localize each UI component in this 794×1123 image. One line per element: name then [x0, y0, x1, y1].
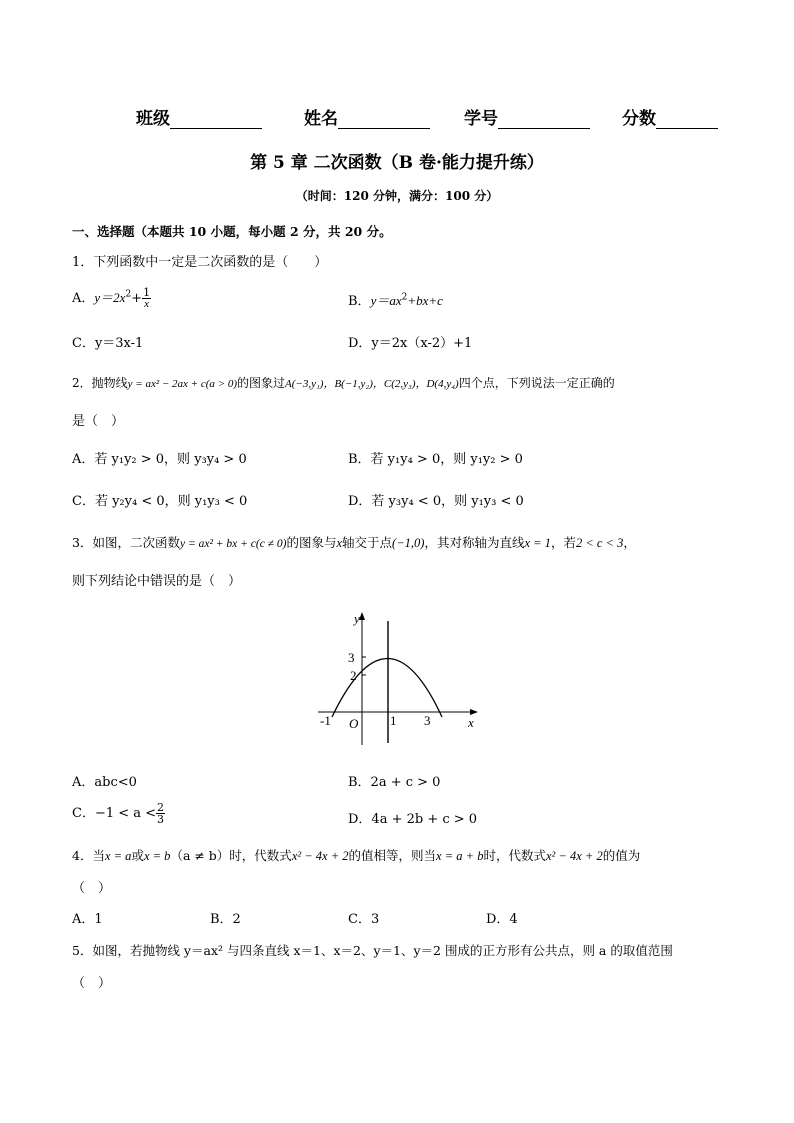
page-subtitle: （时间：120 分钟，满分：100 分）: [295, 189, 499, 203]
question-4-option-a[interactable]: A．1: [72, 912, 103, 927]
q3-stem-point: (−1,0): [392, 536, 425, 550]
class-label: 班级: [136, 109, 170, 129]
q2-stem-start: 2．抛物线: [72, 376, 128, 390]
name-blank[interactable]: [338, 110, 430, 129]
option-b-expr: y＝ax: [370, 293, 402, 308]
x-tick-label-3: 3: [424, 713, 431, 728]
y-tick-label-2: 2: [350, 668, 357, 683]
question-3-option-b[interactable]: B．2a + c > 0: [348, 775, 441, 790]
question-5-stem-line2: （ ）: [72, 976, 112, 991]
question-2-option-d[interactable]: D．若 y₃y₄ < 0，则 y₁y₃ < 0: [348, 494, 524, 509]
question-4-stem: [72, 846, 640, 864]
score-label: 分数: [622, 109, 656, 129]
q4-stem-start: 4．当: [72, 848, 105, 863]
section-heading: 一、选择题（本题共 10 小题，每小题 2 分，共 20 分。: [72, 224, 392, 239]
option-a-denominator: x: [144, 298, 150, 310]
name-label: 姓名: [304, 109, 338, 129]
q3-stem-end: ，: [623, 535, 636, 550]
question-3-option-a[interactable]: A．abc<0: [72, 775, 137, 790]
question-2-option-a[interactable]: A．若 y₁y₂ > 0，则 y₃y₄ > 0: [72, 452, 247, 467]
q3-option-c-prefix: C．−1 < a <: [72, 806, 157, 821]
q3-stem-mid2: 轴交于点: [342, 535, 393, 550]
question-2-stem: [72, 374, 615, 391]
question-4-stem-line2: （ ）: [72, 881, 112, 896]
q3-stem-math: y = ax² + bx + c(c ≠ 0): [179, 538, 287, 550]
q3-stem-mid4: ，若: [550, 535, 576, 550]
option-a-numerator: 1: [143, 286, 151, 299]
y-axis-label: y: [354, 611, 360, 626]
question-1-option-b[interactable]: [348, 290, 443, 309]
q3-option-c-denominator: 3: [157, 813, 165, 826]
question-1-option-d[interactable]: D．y＝2x（x-2）+1: [348, 336, 473, 351]
option-b-tail: +bx+c: [407, 293, 443, 308]
question-5-stem: 5．如图，若抛物线 y＝ax² 与四条直线 x＝1、x＝2、y＝1、y＝2 围成的正方形有公共点，则 a 的取值范围: [72, 943, 673, 958]
x-tick-label-neg1: -1: [320, 713, 331, 728]
q4-stem-or: 或: [131, 848, 144, 863]
question-3-stem: [72, 533, 636, 551]
q2-stem-points: A(−3,y₁)，B(−1,y₂)，C(2,y₃)，D(4,y₄): [285, 378, 459, 390]
q3-stem-axis: x = 1: [524, 536, 551, 550]
q4-stem-end: 的值为: [602, 848, 641, 863]
question-4-option-d[interactable]: D．4: [486, 912, 518, 927]
question-4-option-b[interactable]: B．2: [210, 912, 241, 927]
q2-stem-end: 四个点，下列说法一定正确的: [458, 376, 615, 390]
option-a-fraction: [142, 287, 151, 310]
x-axis-label: x: [468, 715, 474, 730]
class-blank[interactable]: [170, 110, 262, 129]
question-2-option-c[interactable]: C．若 y₂y₄ < 0，则 y₁y₃ < 0: [72, 494, 248, 509]
student-id-blank[interactable]: [498, 110, 590, 129]
q4-stem-expr: x² − 4x + 2: [291, 849, 349, 863]
q3-stem-x: x: [336, 536, 343, 550]
question-1-option-a[interactable]: [72, 287, 151, 310]
parabola-curve: [332, 659, 442, 718]
score-blank[interactable]: [656, 110, 718, 129]
q3-stem-condition: 2 < c < 3: [575, 536, 624, 550]
question-4-option-c[interactable]: C．3: [348, 912, 380, 927]
q4-stem-sum: x = a + b: [436, 849, 484, 863]
origin-label: O: [349, 716, 359, 731]
option-b-prefix: B．: [348, 294, 371, 309]
student-id-field[interactable]: [464, 104, 590, 129]
y-axis-arrow: [359, 612, 365, 620]
question-2-option-b[interactable]: B．若 y₁y₄ > 0，则 y₁y₂ > 0: [348, 452, 523, 467]
q3-option-c-fraction: [156, 802, 165, 825]
q2-stem-math: y = ax² − 2ax + c(a > 0): [127, 378, 237, 390]
option-a-plus: +: [131, 291, 143, 306]
q4-stem-neq: （a ≠ b）时，代数式: [170, 848, 292, 863]
q4-stem-mid2: 时，代数式: [483, 848, 546, 863]
q2-stem-mid: 的图象过: [237, 376, 286, 390]
q4-stem-expr2: x² − 4x + 2: [545, 849, 603, 863]
question-1-stem: 1．下列函数中一定是二次函数的是（ ）: [72, 255, 328, 270]
q3-stem-start: 3．如图，二次函数: [72, 535, 180, 550]
question-3-option-c[interactable]: [72, 802, 165, 825]
class-field[interactable]: [136, 104, 262, 129]
q3-option-c-numerator: 2: [157, 801, 165, 814]
option-b-exponent: 2: [401, 292, 408, 303]
parabola-graph: [310, 605, 490, 750]
q4-stem-a: x = a: [104, 849, 132, 863]
question-2-stem-line2: 是（ ）: [72, 414, 125, 429]
page-title: 第 5 章 二次函数（B 卷·能力提升练）: [250, 153, 544, 173]
student-id-label: 学号: [464, 109, 498, 129]
q3-stem-mid: 的图象与: [286, 535, 337, 550]
q4-stem-b: x = b: [143, 849, 171, 863]
option-a-prefix: A．: [72, 291, 95, 306]
score-field[interactable]: [622, 104, 718, 129]
question-3-option-d[interactable]: D．4a + 2b + c > 0: [348, 812, 478, 827]
question-3-stem-line2: 则下列结论中错误的是（ ）: [72, 574, 242, 589]
x-tick-label-1: 1: [390, 713, 397, 728]
option-a-expr: y＝2x: [94, 290, 126, 305]
name-field[interactable]: [304, 104, 430, 129]
question-1-option-c[interactable]: C．y＝3x-1: [72, 336, 144, 351]
q4-stem-mid: 的值相等，则当: [348, 848, 437, 863]
q3-stem-mid3: ，其对称轴为直线: [424, 535, 525, 550]
y-tick-label-3: 3: [348, 650, 355, 665]
option-a-exponent: 2: [125, 289, 132, 300]
